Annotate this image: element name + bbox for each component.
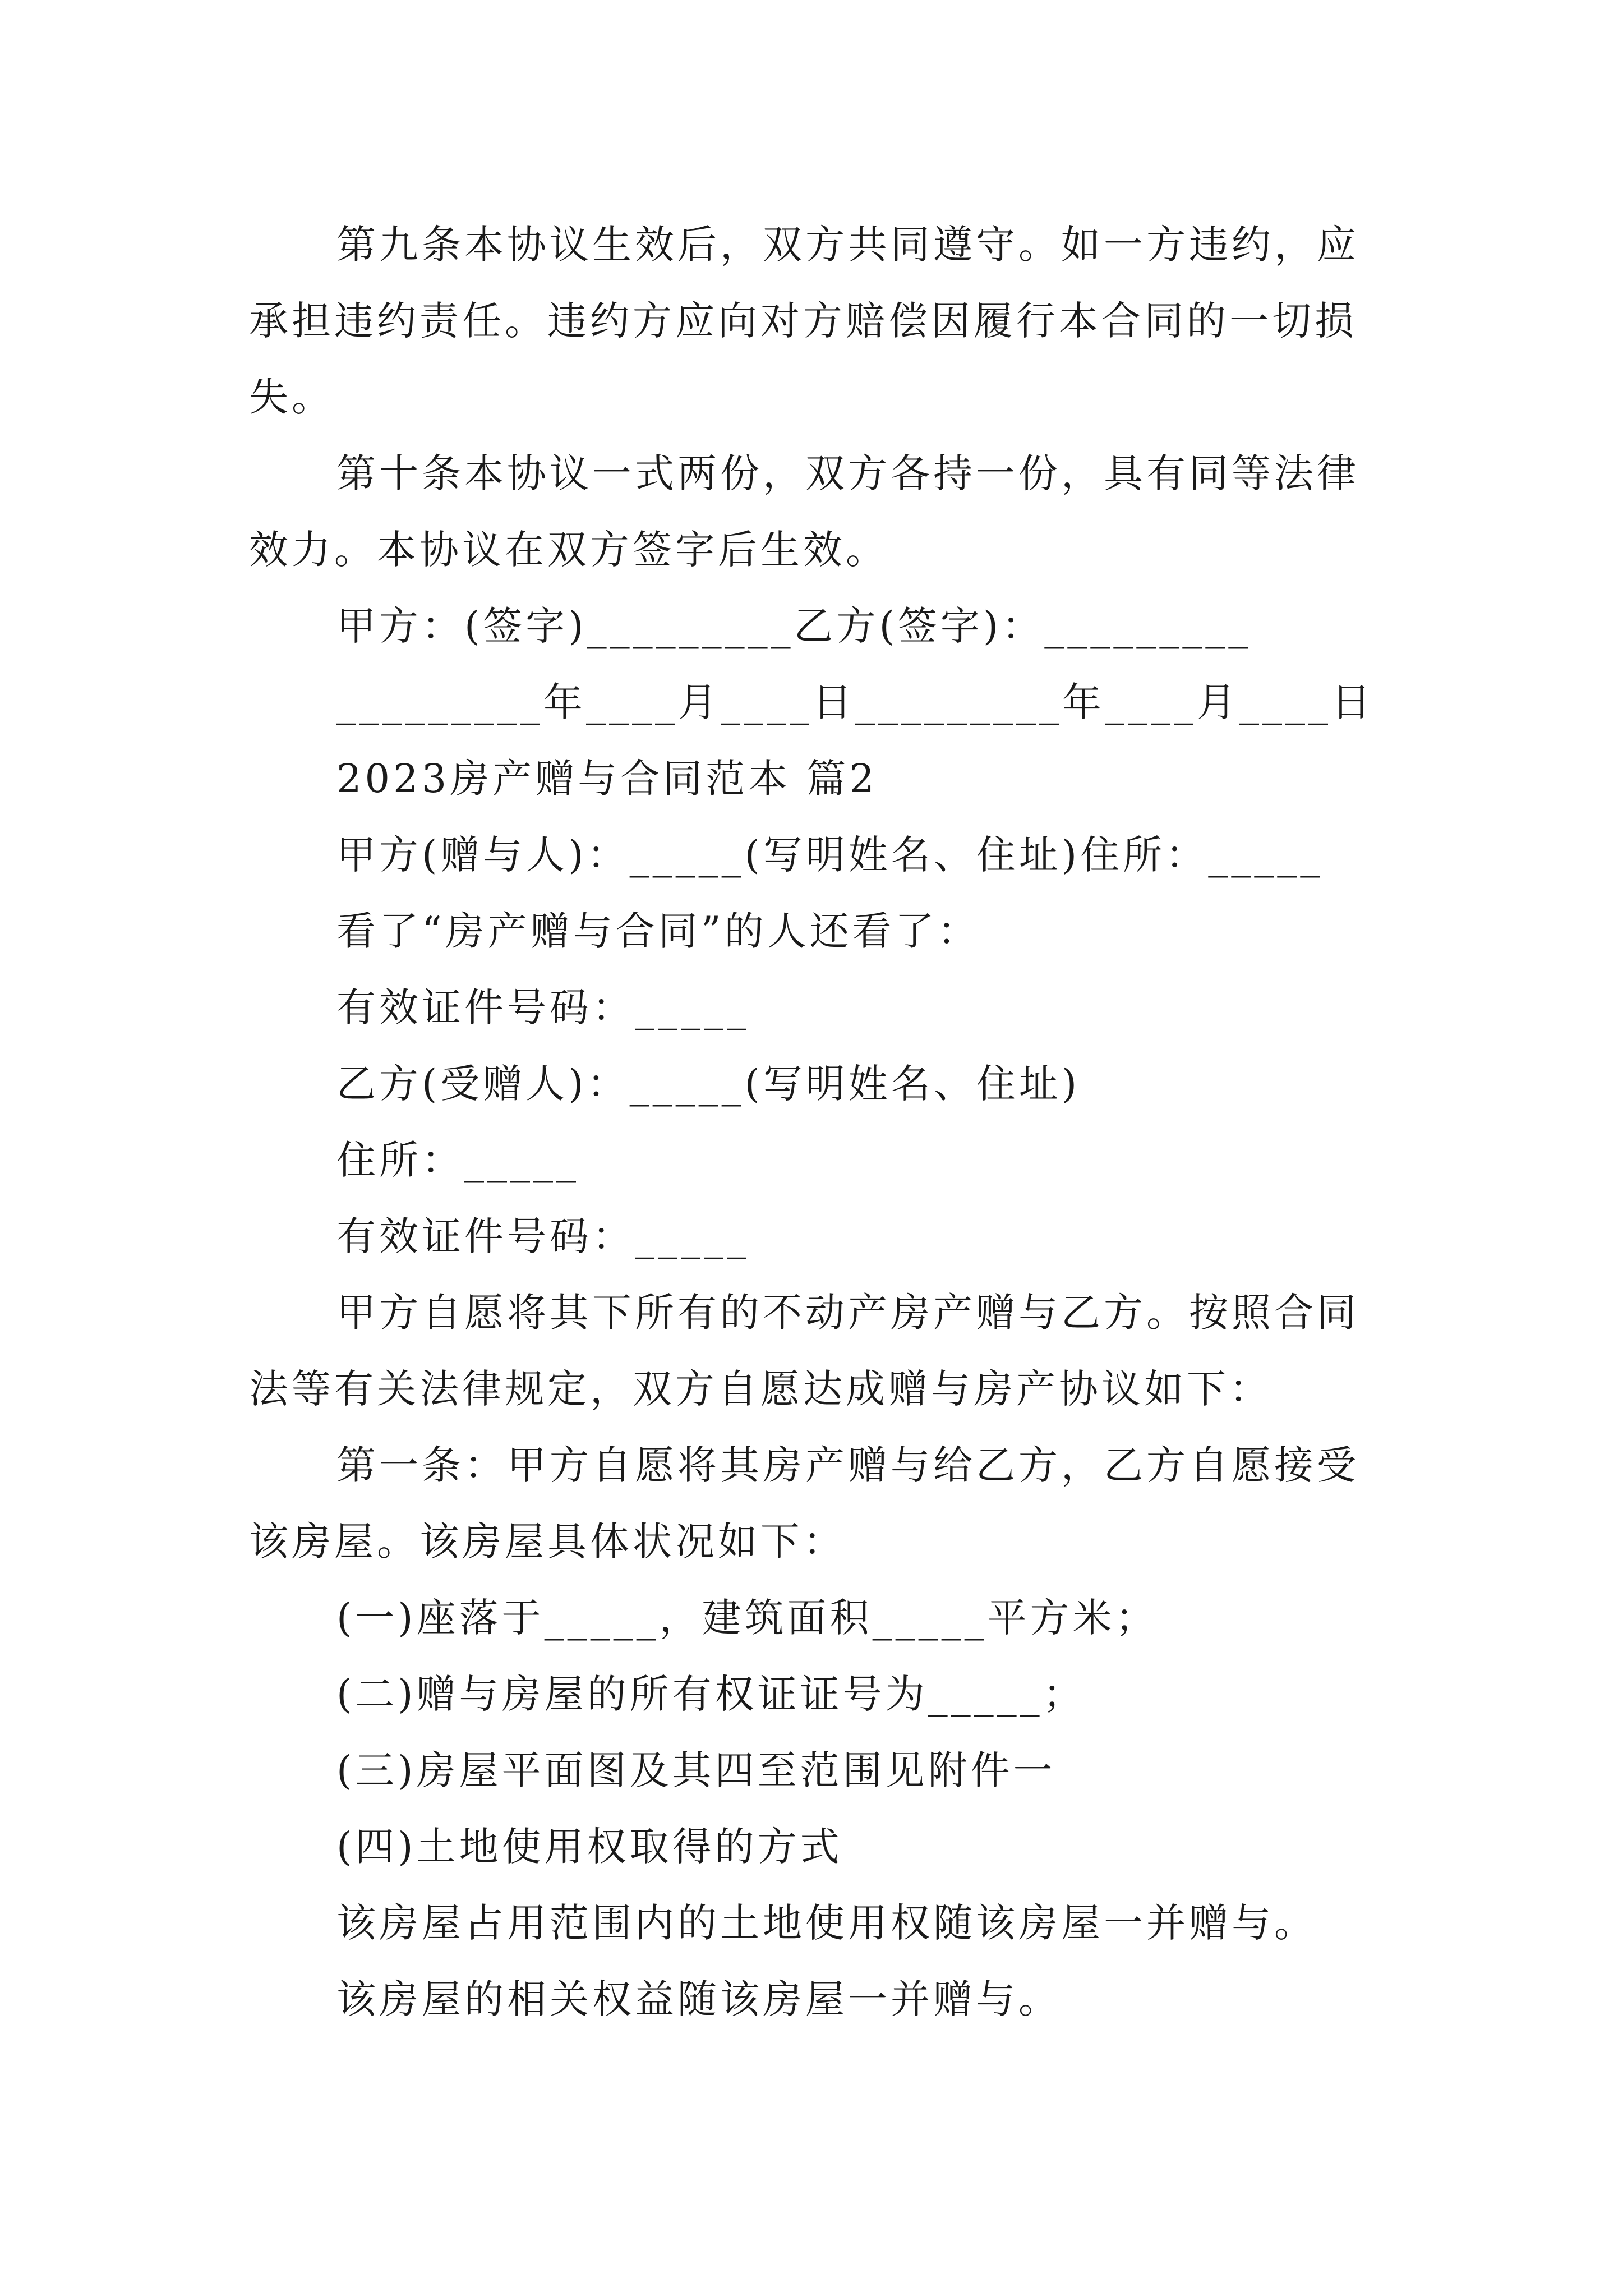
paragraph-line: 效力。本协议在双方签字后生效。: [249, 527, 888, 573]
paragraph-line: 甲方自愿将其下所有的不动产房产赠与乙方。按照合同: [336, 1290, 1359, 1336]
paragraph-line: 看了“房产赠与合同”的人还看了：: [336, 908, 980, 954]
paragraph-line: 有效证件号码：_____: [336, 984, 750, 1030]
paragraph-line: 该房屋占用范围内的土地使用权随该房屋一并赠与。: [336, 1900, 1317, 1946]
paragraph-line: 乙方(受赠人)：_____(写明姓名、住址): [336, 1061, 1081, 1107]
paragraph-line: 承担违约责任。违约方应向对方赔偿因履行本合同的一切损: [249, 298, 1357, 344]
paragraph-line: 住所：_____: [336, 1137, 579, 1183]
signature-line: 甲方：(签字)_________乙方(签字)：_________: [336, 603, 1252, 649]
list-item: (一)座落于_____，建筑面积_____平方米；: [336, 1595, 1158, 1641]
section-heading: 2023房产赠与合同范本 篇2: [336, 756, 878, 802]
paragraph-line: 法等有关法律规定，双方自愿达成赠与房产协议如下：: [249, 1366, 1272, 1412]
list-item: (二)赠与房屋的所有权证证号为_____；: [336, 1671, 1086, 1717]
date-line: _________年____月____日_________年____月____日: [336, 679, 1374, 725]
paragraph-line: 有效证件号码：_____: [336, 1213, 750, 1259]
paragraph-line: 该房屋的相关权益随该房屋一并赠与。: [336, 1976, 1061, 2022]
list-item: (三)房屋平面图及其四至范围见附件一: [336, 1747, 1056, 1793]
paragraph-line: 失。: [249, 374, 334, 420]
paragraph-line: 第十条本协议一式两份，双方各持一份，具有同等法律: [336, 450, 1359, 496]
paragraph-line: 甲方(赠与人)：_____(写明姓名、住址)住所：_____: [336, 832, 1324, 878]
paragraph-line: 第一条：甲方自愿将其房产赠与给乙方，乙方自愿接受: [336, 1442, 1359, 1488]
list-item: (四)土地使用权取得的方式: [336, 1824, 843, 1870]
paragraph-line: 该房屋。该房屋具体状况如下：: [249, 1519, 846, 1565]
paragraph-line: 第九条本协议生效后，双方共同遵守。如一方违约，应: [336, 222, 1359, 268]
